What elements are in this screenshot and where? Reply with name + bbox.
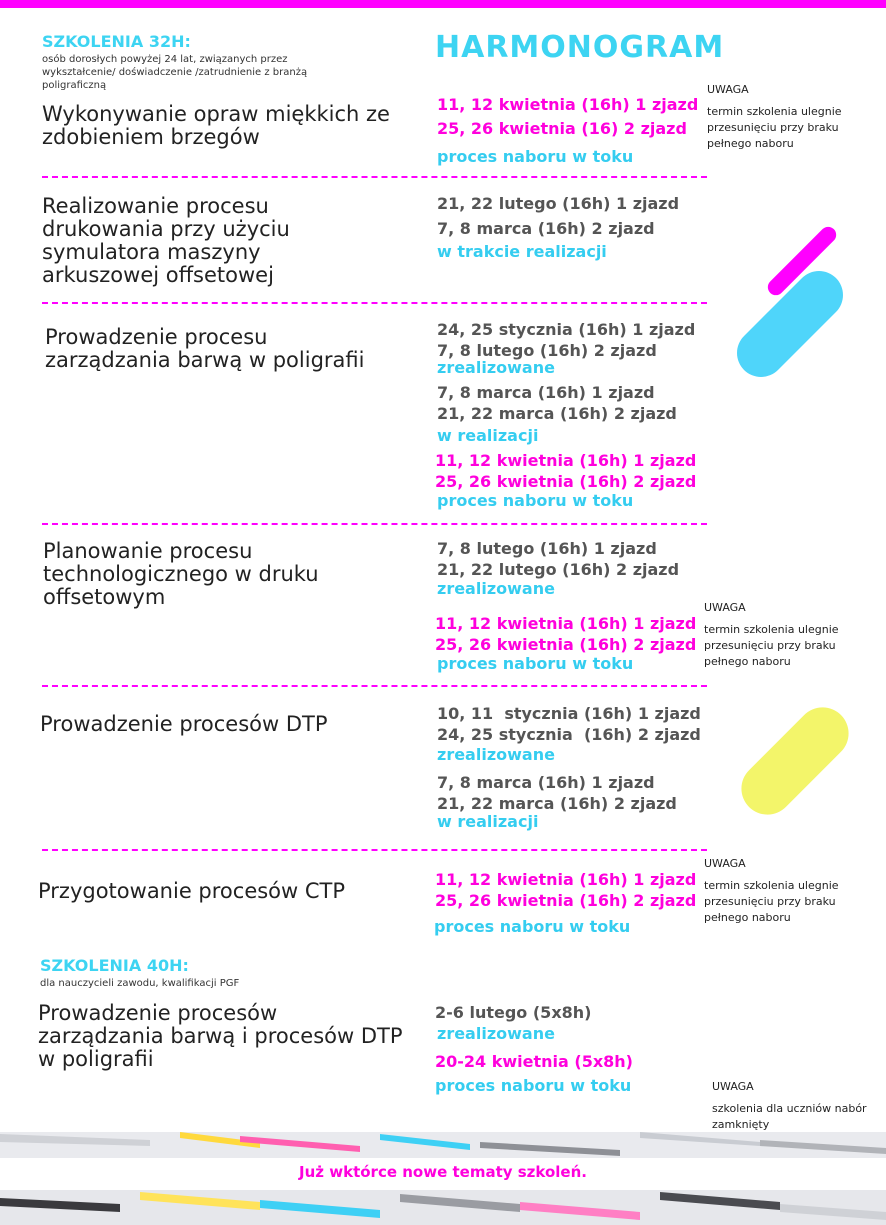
dashed-divider [42,849,707,851]
schedule-line: 24, 25 stycznia (16h) 2 zjazd [437,725,701,744]
dashed-divider [42,176,707,178]
schedule-line: 11, 12 kwietnia (16h) 1 zjazd [435,614,697,633]
schedule-line: 11, 12 kwietnia (16h) 1 zjazd [437,95,699,114]
schedule-line: 7, 8 lutego (16h) 1 zjazd [437,539,657,558]
note-text: termin szkolenia ulegnie przesunięciu przy braku pełnego naboru [704,879,839,924]
course-title-2: Realizowanie procesu drukowania przy użyciu symulatora maszyny arkuszowej offsetowej [42,194,290,287]
course-title-7: Prowadzenie procesów zarządzania barwą i procesów DTP w poligrafii [38,1001,403,1071]
status-text: proces naboru w toku [437,147,634,166]
schedule-line: 25, 26 kwietnia (16h) 2 zjazd [435,472,697,491]
status-text: w trakcie realizacji [437,242,607,261]
course-title-3: Prowadzenie procesu zarządzania barwą w poligrafii [45,325,365,372]
note-uwaga [704,600,854,670]
schedule-line: 10, 11 stycznia (16h) 1 zjazd [437,704,701,723]
course-title-1: Wykonywanie opraw miękkich ze zdobieniem brzegów [42,102,390,149]
note-uwaga [704,856,854,926]
dashed-divider [42,685,707,687]
note-heading: UWAGA [704,601,746,614]
note-text: termin szkolenia ulegnie przesunięciu przy braku pełnego naboru [704,623,839,668]
schedule-line: 21, 22 marca (16h) 2 zjazd [437,794,677,813]
section-40h-heading: SZKOLENIA 40H: [40,956,189,975]
status-text: w realizacji [437,426,539,445]
status-text: zrealizowane [437,579,555,598]
section-40h-description: dla nauczycieli zawodu, kwalifikacji PGF [40,978,240,989]
schedule-line: 25, 26 kwietnia (16h) 2 zjazd [435,891,697,910]
status-text: proces naboru w toku [434,917,631,936]
course-title-4: Planowanie procesu technologicznego w druku offsetowym [43,539,319,609]
schedule-line: 7, 8 lutego (16h) 2 zjazd [437,341,657,360]
note-heading: UWAGA [704,857,746,870]
note-text: szkolenia dla uczniów nabór zamknięty [712,1102,867,1131]
schedule-line: 2-6 lutego (5x8h) [435,1003,592,1022]
page-title: HARMONOGRAM [435,30,725,65]
dashed-divider [42,302,707,304]
schedule-line: 24, 25 stycznia (16h) 1 zjazd [437,320,696,339]
note-uwaga [707,82,857,152]
status-text: zrealizowane [437,745,555,764]
note-uwaga [712,1079,872,1133]
status-text: zrealizowane [437,1024,555,1043]
dashed-divider [42,523,707,525]
footer-announcement: Już wktórce nowe tematy szkoleń. [299,1163,587,1181]
schedule-line: 20-24 kwietnia (5x8h) [435,1052,633,1071]
paper-stripes-image [0,1190,886,1225]
section-32h-description: osób dorosłych powyżej 24 lat, związanych przez wykształcenie/ doświadczenie /zatrudnienie z branżą poligraficzną [42,54,308,91]
yellow-pill-decoration [731,697,860,826]
status-text: proces naboru w toku [437,491,634,510]
schedule-line: 21, 22 marca (16h) 2 zjazd [437,404,677,423]
section-32h-heading: SZKOLENIA 32H: [42,32,191,51]
schedule-line: 7, 8 marca (16h) 1 zjazd [437,383,655,402]
schedule-line: 7, 8 marca (16h) 1 zjazd [437,773,655,792]
schedule-line: 25, 26 kwietnia (16h) 2 zjazd [435,635,697,654]
note-text: termin szkolenia ulegnie przesunięciu przy braku pełnego naboru [707,105,842,150]
schedule-line: 7, 8 marca (16h) 2 zjazd [437,219,655,238]
note-heading: UWAGA [712,1080,754,1093]
status-text: w realizacji [437,812,539,831]
schedule-line: 11, 12 kwietnia (16h) 1 zjazd [435,451,697,470]
paper-stripes-image [0,1132,886,1158]
status-text: zrealizowane [437,358,555,377]
note-heading: UWAGA [707,83,749,96]
schedule-line: 21, 22 lutego (16h) 1 zjazd [437,194,680,213]
course-title-6: Przygotowanie procesów CTP [38,879,346,903]
schedule-line: 21, 22 lutego (16h) 2 zjazd [437,560,680,579]
schedule-line: 11, 12 kwietnia (16h) 1 zjazd [435,870,697,889]
course-title-5: Prowadzenie procesów DTP [40,712,328,736]
schedule-line: 25, 26 kwietnia (16) 2 zjazd [437,119,687,138]
status-text: proces naboru w toku [435,1076,632,1095]
status-text: proces naboru w toku [437,654,634,673]
top-magenta-bar [0,0,886,8]
